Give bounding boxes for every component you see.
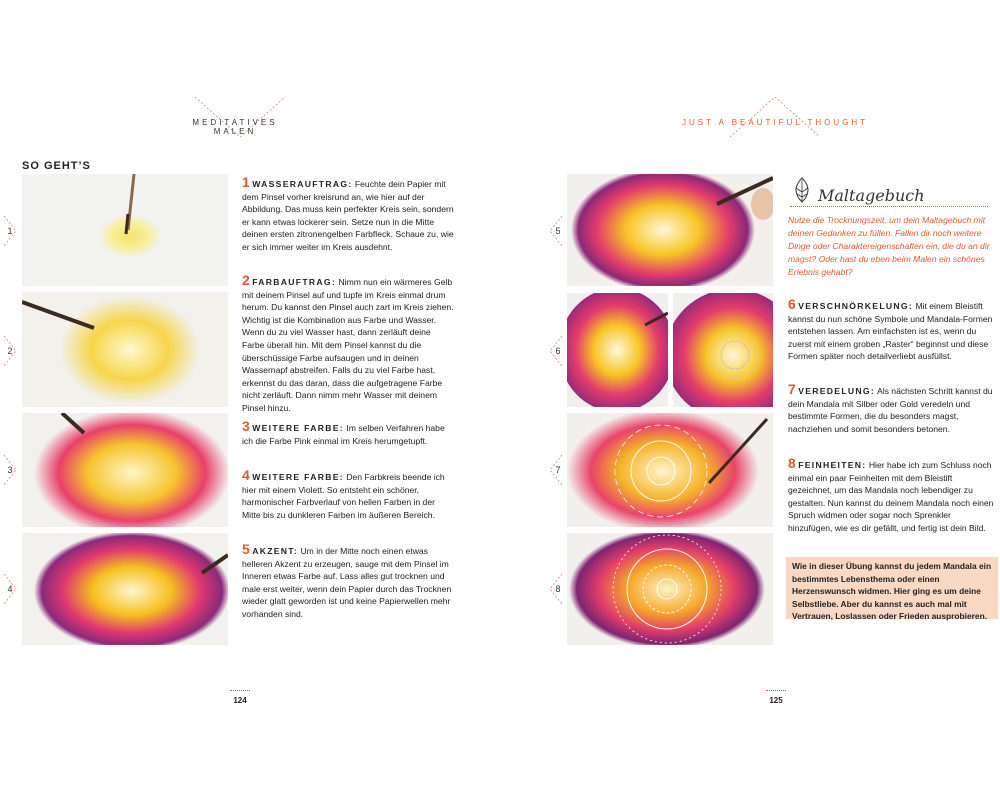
maltagebuch-divider [790, 206, 988, 207]
step-6-number: 6 [788, 296, 796, 312]
step-photo-8 [567, 533, 773, 645]
step-2-keyword: FARBAUFTRAG: [252, 277, 337, 287]
step-5 [242, 543, 454, 621]
page-number-dots-left [230, 690, 250, 691]
step-6-keyword: VERSCHNÖRKELUNG: [798, 301, 914, 311]
step-3 [242, 420, 454, 447]
step-3-number: 3 [242, 418, 250, 434]
step-1-text: Feuchte dein Papier mit dem Pinsel vorher kreisrund an, wie hier auf der Abbildung. Das muss kein perfekter Kreis sein, sondern er kann etwas lockerer sein. Setze nun in die Mitte deinen ersten zitronengelben Farbfleck. Schaue zu, wie er sich immer weiter im Kreis ausdehnt. [242, 179, 454, 252]
step-4-number: 4 [242, 467, 250, 483]
step-5-text: Um in der Mitte noch einen etwas helleren Akzent zu erzeugen, sauge mit dem Pinsel im Inneren etwas Farbe auf. Lass alles gut trocknen und male erst weiter, wenn dein Papier durch das Trocknen wieder glatt geworden ist und keine Papierwellen mehr vorhanden sind. [242, 546, 452, 619]
step-8-keyword: FEINHEITEN: [798, 460, 867, 470]
step-2-text: Nimm nun ein wärmeres Gelb mit deinem Pinsel auf und tupfe im Kreis einmal drum herum. Du kannst den Pinsel auch zart im Kreis ziehen. Wichtig ist die Kombination aus Farbe und Wasser. Wenn du zu viel Wasser hast, dann zerläuft deine Farbe überall hin. Mit dem Pinsel kannst du die überschüssige Farbe aufsaugen und in deinen Wassernapf abstreifen. Falls du zu viel Farbe hast, erkennst du das daran, dass die aufgetragene Farbe nicht zerläuft. Dann nimm mehr Wasser mit deinem Pinsel hinzu. [242, 277, 454, 413]
page-number-dots-right [766, 690, 786, 691]
step-8 [788, 457, 996, 535]
photo-label-3: 3 [7, 465, 13, 475]
step-2-number: 2 [242, 272, 250, 288]
step-5-number: 5 [242, 541, 250, 557]
step-photo-1 [22, 174, 228, 286]
step-photo-5 [567, 174, 773, 286]
step-3-keyword: WEITERE FARBE: [252, 423, 344, 433]
highlight-box: Wie in dieser Übung kannst du jedem Mandala ein bestimmtes Lebensthema oder einen Herzenswunsch widmen. Hier ging es um deine Selbstliebe. Aber du kannst es auch mal mit Vertrauen, Loslassen oder Frieden ausprobieren. [786, 557, 998, 619]
photo-label-6: 6 [555, 346, 561, 356]
photo-label-5: 5 [555, 226, 561, 236]
step-4-text: Den Farbkreis beende ich hier mit einem Violett. So entsteht ein schöner, harmonischer Farbverlauf von hellen Farben in der Mitte bis zu dunkleren Farben im äußeren Bereich. [242, 472, 445, 520]
running-header-right: JUST A BEAUTIFUL THOUGHT [681, 118, 869, 127]
quill-icon [790, 176, 814, 204]
step-8-text: Hier habe ich zum Schluss noch einmal ein paar Feinheiten mit dem Bleistift gezeichnet, um das Mandala noch lebendiger zu gestalten. Nun kannst du deinem Mandala noch einen Spruch widmen oder sogar noch Sprenkler hinzufügen, wie es dir gefällt, und fertig ist dein Bild. [788, 460, 994, 533]
photo-label-4: 4 [7, 584, 13, 594]
step-photo-3 [22, 413, 228, 527]
running-header-left: MEDITATIVES MALEN [192, 118, 278, 136]
maltagebuch-text: Nutze die Trocknungszeit, um dein Maltagebuch mit deinen Gedanken zu füllen. Fallen dir noch weitere Dinge oder Charaktereigenschaften ein, die du an dir magst? Oder hast du eben beim Malen ein schönes Erlebnis gehabt? [788, 215, 990, 277]
step-photo-4 [22, 533, 228, 645]
section-title: SO GEHT’S [22, 160, 91, 172]
step-7-keyword: VEREDELUNG: [798, 386, 876, 396]
step-5-keyword: AKZENT: [252, 546, 299, 556]
step-6 [788, 298, 996, 363]
maltagebuch-title: Maltagebuch [818, 186, 925, 205]
step-8-number: 8 [788, 455, 796, 471]
step-4-keyword: WEITERE FARBE: [252, 472, 344, 482]
step-1-keyword: WASSERAUFTRAG: [252, 179, 353, 189]
step-photo-6a [567, 293, 668, 407]
step-photo-6b [673, 293, 773, 407]
photo-label-2: 2 [7, 346, 13, 356]
step-3-text: Im selben Verfahren habe ich die Farbe Pink einmal im Kreis herumgetupft. [242, 423, 445, 446]
photo-label-8: 8 [555, 584, 561, 594]
step-7-text: Als nächsten Schritt kannst du dein Mandala mit Silber oder Gold veredeln und bestimmte Formen, die du besonders magst, nachziehen und somit besonders betonen. [788, 386, 993, 434]
step-7-number: 7 [788, 381, 796, 397]
step-1 [242, 176, 454, 254]
step-photo-7 [567, 413, 773, 527]
photo-label-1: 1 [7, 226, 13, 236]
step-2 [242, 274, 454, 415]
step-1-number: 1 [242, 174, 250, 190]
step-7 [788, 383, 996, 435]
step-photo-2 [22, 292, 228, 407]
photo-label-7: 7 [555, 465, 561, 475]
step-6-text: Mit einem Bleistift kannst du nun schöne Symbole und Mandala-Formen entstehen lassen. Am einfachsten ist es, wenn du zuerst mit einem groben „Raster“ beginnst und diese Formen später noch detailverliebt ausfüllst. [788, 301, 993, 362]
step-4 [242, 469, 454, 521]
page-number-right: 125 [769, 696, 783, 705]
page-number-left: 124 [233, 696, 247, 705]
